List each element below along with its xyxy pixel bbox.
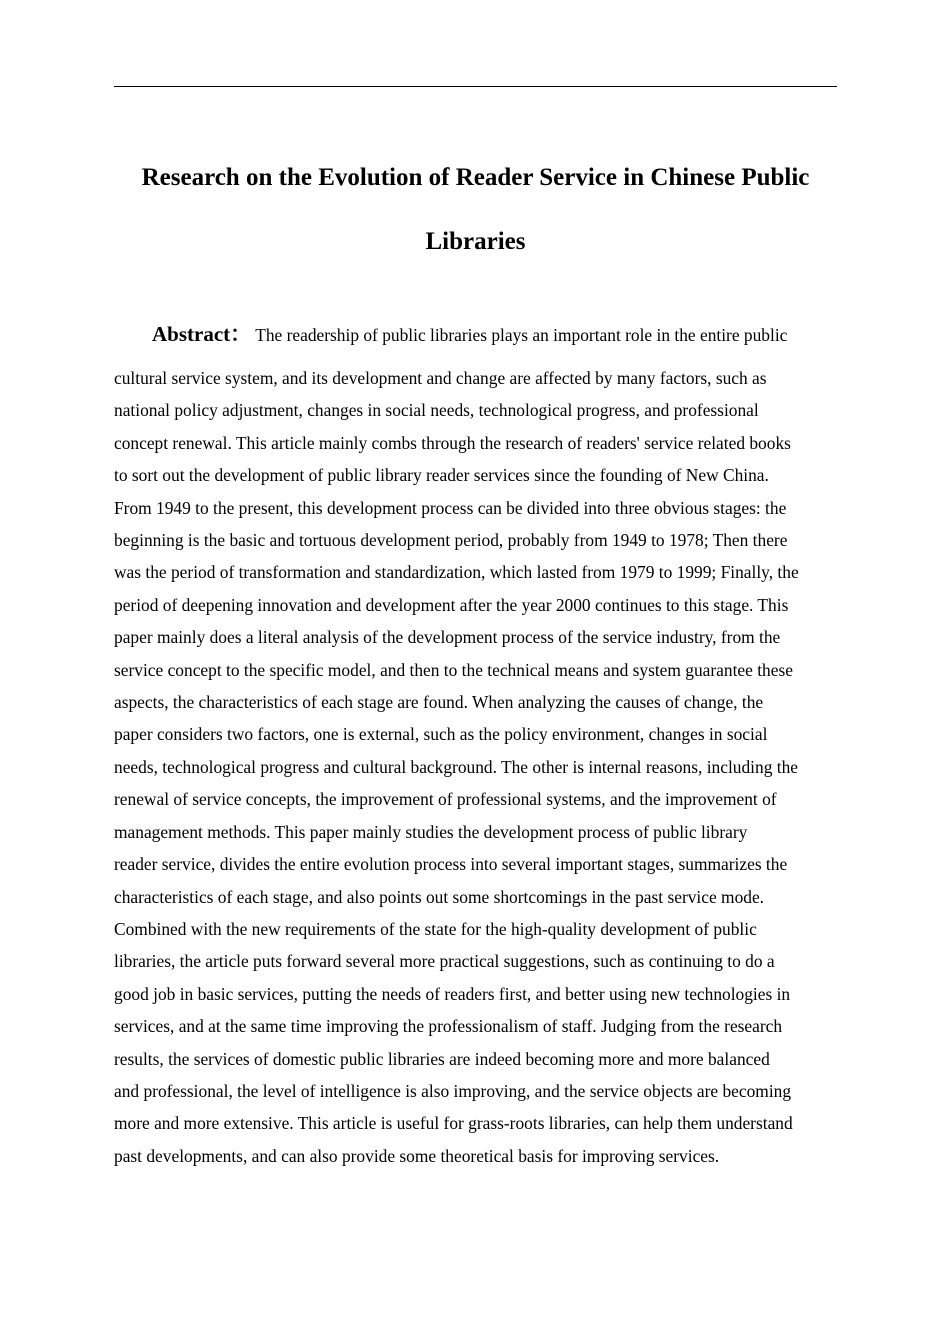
abstract-text-line: management methods. This paper mainly studies the development process of public library	[114, 821, 748, 842]
abstract-text-line: more and more extensive. This article is useful for grass-roots libraries, can help them understand	[114, 1113, 793, 1134]
abstract-text-line: good job in basic services, putting the needs of readers first, and better using new technologies in	[114, 983, 791, 1004]
abstract-text-line: period of deepening innovation and development after the year 2000 continues to this stage. This	[114, 594, 789, 615]
abstract-text-line: paper considers two factors, one is external, such as the policy environment, changes in social	[114, 724, 768, 745]
title-line: Research on the Evolution of Reader Service in Chinese Public	[141, 164, 810, 191]
abstract-text-line: results, the services of domestic public libraries are indeed becoming more and more balanced	[114, 1048, 770, 1069]
abstract-text-line: needs, technological progress and cultural background. The other is internal reasons, including the	[114, 756, 798, 777]
abstract-label: Abstract：	[152, 322, 252, 346]
abstract	[114, 316, 837, 1172]
abstract-text-line: to sort out the development of public library reader services since the founding of New China.	[114, 465, 769, 486]
abstract-text-line: From 1949 to the present, this development process can be divided into three obvious stages: the	[114, 497, 787, 518]
paper-title	[114, 146, 837, 274]
abstract-text-line: services, and at the same time improving the professionalism of staff. Judging from the research	[114, 1016, 783, 1037]
abstract-text-line: beginning is the basic and tortuous development period, probably from 1949 to 1978; Then there	[114, 530, 788, 551]
abstract-text-line: The readership of public libraries plays an important role in the entire public	[255, 325, 788, 345]
abstract-text-line: was the period of transformation and standardization, which lasted from 1979 to 1999; Finally, the	[114, 562, 799, 583]
abstract-text-line: reader service, divides the entire evolution process into several important stages, summarizes the	[114, 854, 788, 875]
abstract-text-line: libraries, the article puts forward several more practical suggestions, such as continuing to do a	[114, 951, 775, 972]
abstract-text-line: renewal of service concepts, the improvement of professional systems, and the improvement of	[114, 789, 777, 810]
abstract-text-line: past developments, and can also provide some theoretical basis for improving services.	[114, 1145, 720, 1166]
header-rule	[114, 86, 837, 87]
abstract-text-line: concept renewal. This article mainly combs through the research of readers' service related books	[114, 432, 791, 453]
abstract-text-line: paper mainly does a literal analysis of the development process of the service industry, from the	[114, 627, 781, 648]
title-line: Libraries	[425, 228, 526, 255]
abstract-text-line: aspects, the characteristics of each stage are found. When analyzing the causes of change, the	[114, 692, 764, 713]
abstract-text-line: characteristics of each stage, and also points out some shortcomings in the past service mode.	[114, 886, 765, 907]
abstract-text-line: cultural service system, and its development and change are affected by many factors, such as	[114, 368, 767, 388]
abstract-text-line: national policy adjustment, changes in social needs, technological progress, and professional	[114, 400, 759, 421]
abstract-text-line: service concept to the specific model, and then to the technical means and system guarantee these	[114, 659, 793, 680]
abstract-text-line: Combined with the new requirements of the state for the high-quality development of public	[114, 918, 757, 939]
abstract-first-line	[114, 316, 837, 353]
abstract-text-line: and professional, the level of intelligence is also improving, and the service objects are becoming	[114, 1080, 792, 1101]
